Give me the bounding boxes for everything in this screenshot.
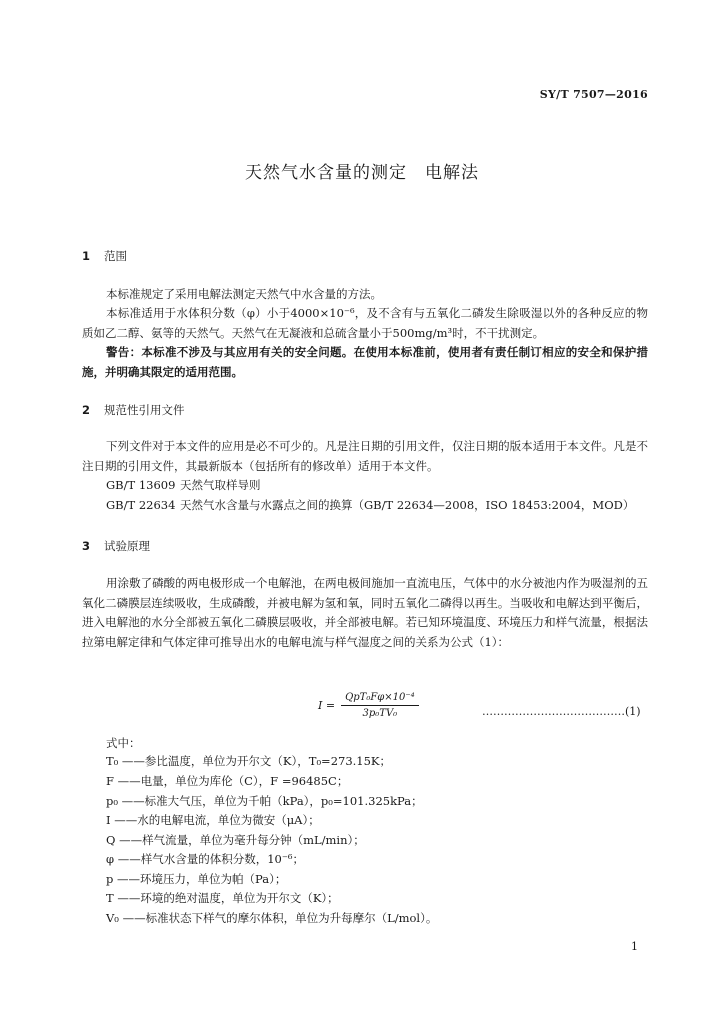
scope-paragraph-2: 本标准适用于水体积分数（φ）小于4000×10⁻⁶，及不含有与五氧化二磷发生除吸湿以外的各种反应的物质如乙二醇、氨等的天然气。天然气在无凝液和总硫含量小于500mg/m³时，不干扰测定。 [82, 306, 648, 340]
section-title: 规范性引用文件 [104, 403, 185, 417]
section-number: 1 [82, 249, 91, 263]
variable-definition: I ——水的电解电流，单位为微安（μA）； [106, 813, 320, 827]
variable-definition: V₀ ——标准状态下样气的摩尔体积，单位为升每摩尔（L/mol）。 [106, 911, 438, 925]
section-heading-normative [82, 402, 185, 418]
reference-title: 天然气水含量与水露点之间的换算（GB/T 22634—2008，ISO 18453:2004，MOD） [180, 498, 635, 512]
variable-definition: T₀ ——参比温度，单位为开尔文（K），T₀=273.15K； [106, 754, 392, 768]
reference-code: GB/T 22634 [106, 498, 176, 512]
section-number: 2 [82, 403, 91, 417]
formula-lhs: I = [318, 699, 336, 712]
principle-paragraph: 用涂敷了磷酸的两电极形成一个电解池，在两电极间施加一直流电压，气体中的水分被池内作为吸湿剂的五氧化二磷膜层连续吸收，生成磷酸，并被电解为氢和氧，同时五氧化二磷得以再生。当吸收和电解达到平衡后，进入电解池的水分全部被五氧化二磷膜层吸收，并全部被电解。若已知环境温度、环境压力和样气流量，根据法拉第电解定律和气体定律可推导出水的电解电流与样气湿度之间的关系为公式（1）： [82, 576, 648, 649]
document-title: 天然气水含量的测定 电解法 [245, 163, 479, 183]
section-number: 3 [82, 539, 91, 553]
page-number: 1 [631, 940, 638, 953]
formula-numerator: QpT₀Fφ×10⁻⁴ [341, 692, 419, 706]
scope-warning: 警告：本标准不涉及与其应用有关的安全问题。在使用本标准前，使用者有责任制订相应的安全和保护措施，并明确其限定的适用范围。 [82, 345, 648, 379]
formula-denominator: 3p₀TV₀ [362, 708, 398, 719]
formula-number: …………………………………(1) [482, 705, 641, 718]
normative-intro: 下列文件对于本文件的应用是必不可少的。凡是注日期的引用文件，仅注日期的版本适用于本文件。凡是不注日期的引用文件，其最新版本（包括所有的修改单）适用于本文件。 [82, 439, 648, 473]
reference-title: 天然气取样导则 [180, 478, 261, 492]
section-title: 范围 [104, 249, 127, 263]
variable-definition: F ——电量，单位为库伦（C），F =96485C； [106, 774, 349, 788]
reference-item [106, 477, 261, 493]
standard-code: SY/T 7507—2016 [539, 88, 648, 101]
variable-definition: p ——环境压力，单位为帕（Pa）； [106, 872, 287, 886]
variable-definition: T ——环境的绝对温度，单位为开尔文（K）； [106, 891, 339, 905]
variable-definition: Q ——样气流量，单位为毫升每分钟（mL/min）； [106, 833, 365, 847]
electrolysis-formula [318, 692, 419, 719]
section-heading-principle [82, 538, 150, 554]
section-heading-scope [82, 248, 127, 264]
reference-code: GB/T 13609 [106, 478, 176, 492]
variable-definition: p₀ ——标准大气压，单位为千帕（kPa），p₀=101.325kPa； [106, 794, 423, 808]
reference-item [106, 497, 634, 513]
formula-fraction [341, 692, 419, 719]
variable-definition: φ ——样气水含量的体积分数，10⁻⁶； [106, 852, 305, 866]
where-label: 式中： [106, 736, 141, 750]
scope-paragraph-1: 本标准规定了采用电解法测定天然气中水含量的方法。 [106, 287, 382, 301]
section-title: 试验原理 [104, 539, 150, 553]
